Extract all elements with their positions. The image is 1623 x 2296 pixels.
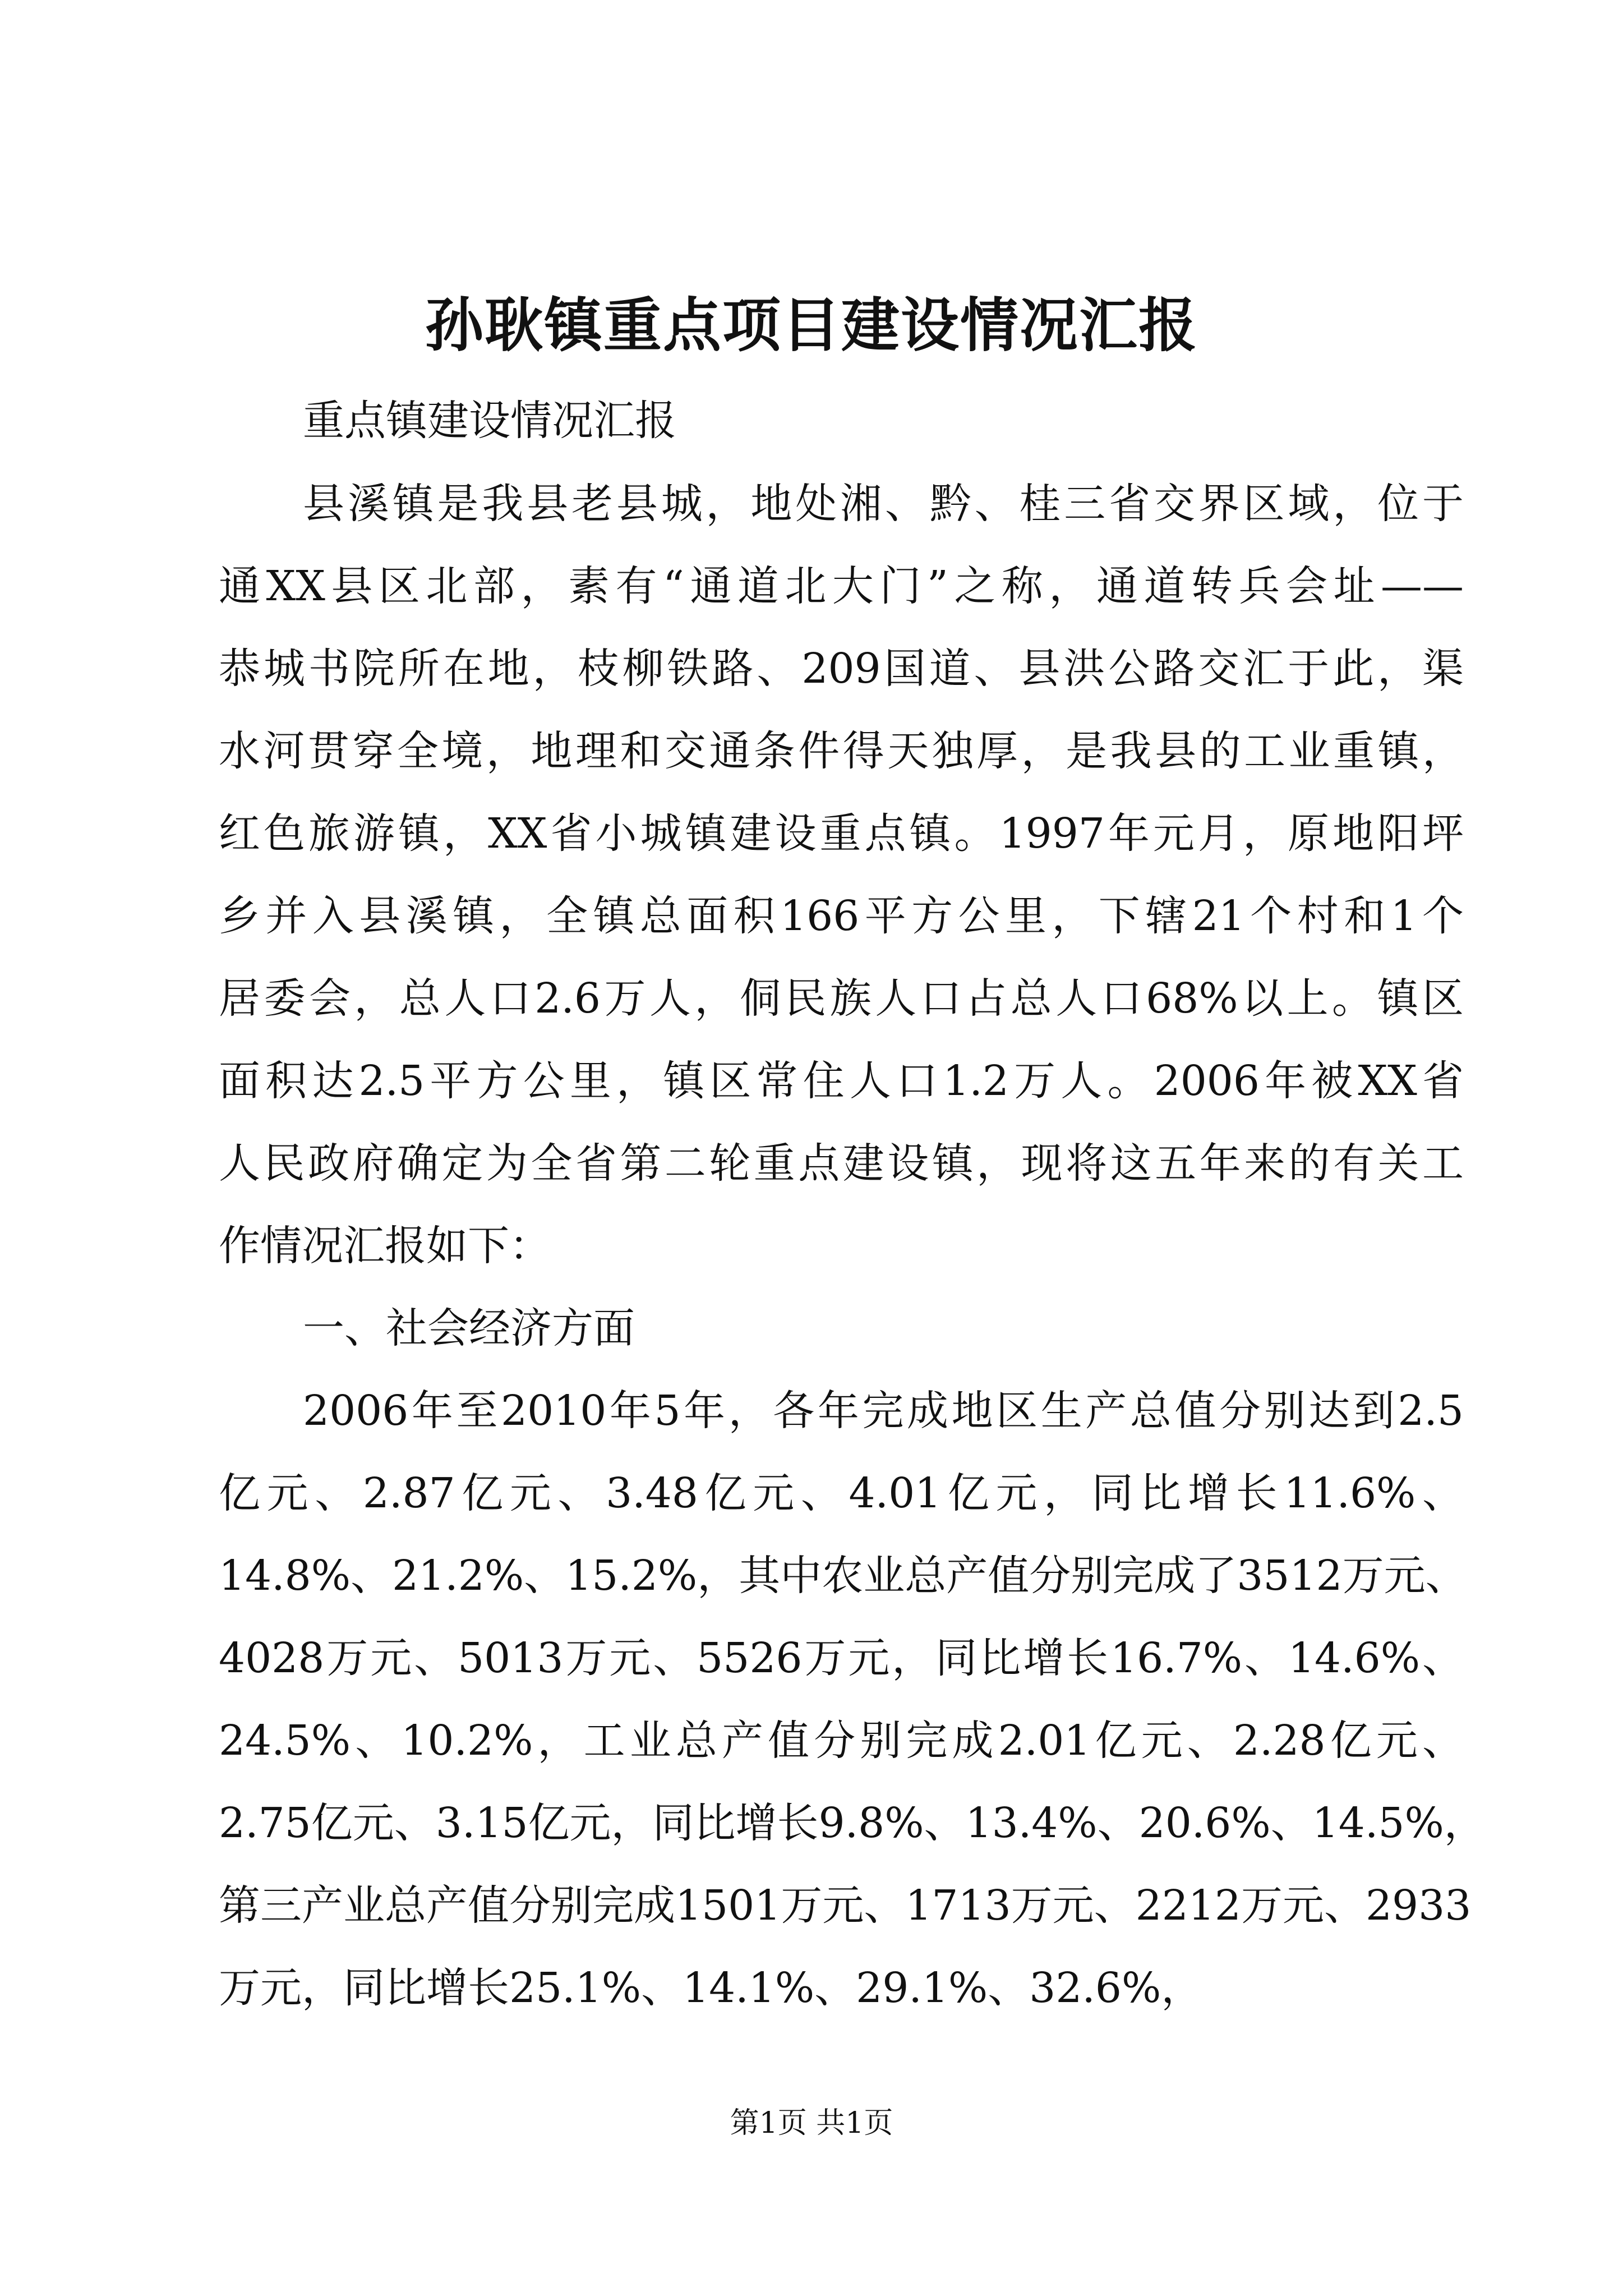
section1-heading: 一、社会经济方面 bbox=[303, 1304, 635, 1352]
paragraph1-line-8: 面积达2.5平方公里，镇区常住人口1.2万人。2006年被XX省 bbox=[219, 1057, 1464, 1105]
paragraph2-line-5: 24.5%、10.2%，工业总产值分别完成2.01亿元、2.28亿元、 bbox=[219, 1717, 1464, 1765]
paragraph1-line-6: 乡并入县溪镇，全镇总面积166平方公里，下辖21个村和1个 bbox=[219, 892, 1464, 940]
paragraph2-line-7: 第三产业总产值分别完成1501万元、1713万元、2212万元、2933 bbox=[219, 1881, 1472, 1930]
paragraph2-line-3: 14.8%、21.2%、15.2%，其中农业总产值分别完成了3512万元、 bbox=[219, 1552, 1467, 1600]
paragraph1-line-10: 作情况汇报如下： bbox=[219, 1222, 551, 1270]
paragraph2-line-4: 4028万元、5013万元、5526万元，同比增长16.7%、14.6%、 bbox=[219, 1634, 1464, 1682]
paragraph1-line-3: 恭城书院所在地，枝柳铁路、209国道、县洪公路交汇于此，渠 bbox=[219, 645, 1464, 693]
page-footer: 第1页 共1页 bbox=[730, 2106, 893, 2140]
paragraph2-line-2: 亿元、2.87亿元、3.48亿元、4.01亿元，同比增长11.6%、 bbox=[219, 1469, 1464, 1517]
paragraph2-line-6: 2.75亿元、3.15亿元，同比增长9.8%、13.4%、20.6%、14.5%， bbox=[219, 1799, 1486, 1847]
paragraph1-line-1: 县溪镇是我县老县城，地处湘、黔、桂三省交界区域，位于 bbox=[303, 480, 1464, 528]
document-title: 孙耿镇重点项目建设情况汇报 bbox=[425, 291, 1198, 360]
paragraph1-line-2: 通XX县区北部，素有“通道北大门”之称，通道转兵会址—— bbox=[219, 562, 1464, 610]
subtitle-line: 重点镇建设情况汇报 bbox=[303, 397, 676, 445]
paragraph1-line-7: 居委会，总人口2.6万人，侗民族人口占总人口68%以上。镇区 bbox=[219, 974, 1464, 1023]
paragraph1-line-5: 红色旅游镇，XX省小城镇建设重点镇。1997年元月，原地阳坪 bbox=[219, 809, 1464, 858]
paragraph2-line-1: 2006年至2010年5年，各年完成地区生产总值分别达到2.5 bbox=[303, 1387, 1464, 1435]
paragraph2-line-8: 万元，同比增长25.1%、14.1%、29.1%、32.6%， bbox=[219, 1964, 1203, 2012]
paragraph1-line-9: 人民政府确定为全省第二轮重点建设镇，现将这五年来的有关工 bbox=[219, 1139, 1464, 1188]
paragraph1-line-4: 水河贯穿全境，地理和交通条件得天独厚，是我县的工业重镇， bbox=[219, 727, 1464, 775]
